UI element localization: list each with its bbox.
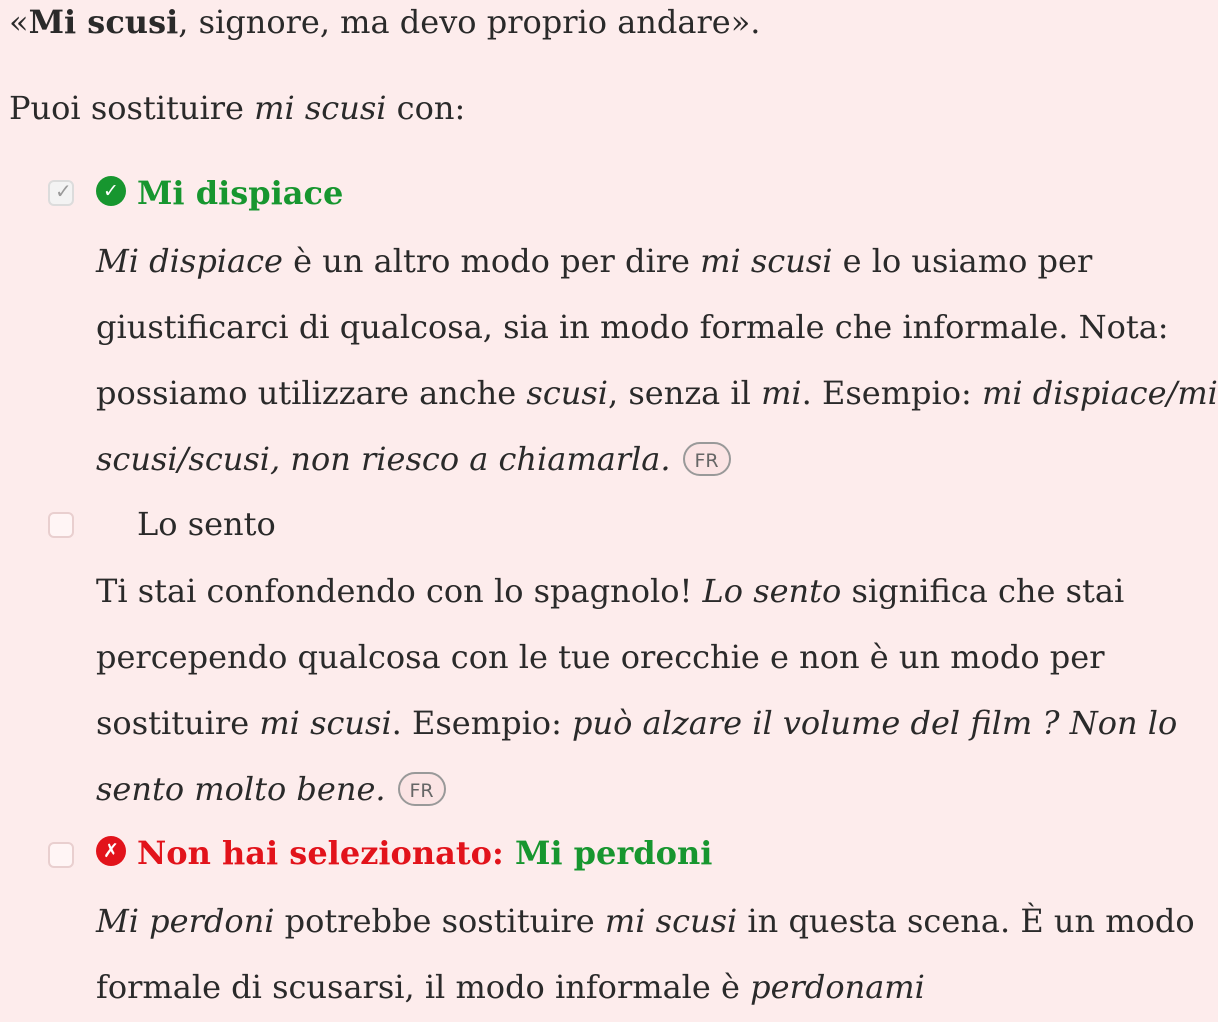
explanation-line: [96, 360, 1218, 426]
dialogue-highlight: Mi scusi: [28, 3, 179, 41]
text: significa che stai: [841, 572, 1125, 610]
explanation-line: [96, 558, 1166, 624]
dialogue-line: [9, 0, 760, 44]
correct-badge-icon: ✓: [96, 176, 126, 206]
text: potrebbe sostituire: [274, 902, 605, 940]
missed-prefix: Non hai selezionato:: [137, 834, 515, 872]
explanation-line: [96, 228, 1166, 294]
prompt-text: Puoi sostituire: [9, 89, 255, 127]
explanation-line: [96, 690, 1178, 756]
option-checkbox-mi-perdoni[interactable]: [48, 842, 74, 868]
term: mi scusi: [604, 902, 738, 940]
option-explanation-mi-perdoni: [96, 888, 1195, 1020]
explanation-line: [96, 756, 1166, 822]
term: mi scusi: [259, 704, 392, 742]
explanation-line: [96, 888, 1195, 954]
text: Ti stai confondendo con lo spagnolo!: [96, 572, 703, 610]
prompt-term: mi scusi: [254, 89, 387, 127]
prompt-text-end: con:: [386, 89, 466, 127]
dialogue-rest: , signore, ma devo proprio andare».: [178, 3, 761, 41]
text: formale di scusarsi, il modo informale è: [96, 968, 751, 1006]
explanation-line: [96, 294, 1169, 360]
example: può alzare il volume del film ? Non lo: [572, 704, 1178, 742]
text: sostituire: [96, 704, 260, 742]
term: Mi perdoni: [96, 902, 275, 940]
missed-answer: Mi perdoni: [514, 834, 713, 872]
example: mi dispiace/mi: [981, 374, 1218, 412]
open-quote: «: [9, 3, 29, 41]
missed-badge-icon: ✗: [96, 836, 126, 866]
text: è un altro modo per dire: [282, 242, 701, 280]
explanation-line: [96, 954, 1166, 1020]
option-explanation-lo-sento: [96, 558, 1178, 822]
example: scusi/scusi, non riesco a chiamarla.: [96, 440, 671, 478]
translate-fr-button[interactable]: FR: [683, 442, 731, 476]
explanation-line: [96, 426, 1166, 492]
term: perdonami: [750, 968, 925, 1006]
term: mi: [761, 374, 802, 412]
text: . Esempio:: [391, 704, 573, 742]
text: possiamo utilizzare anche: [96, 374, 527, 412]
option-explanation-mi-dispiace: [96, 228, 1218, 492]
term: Mi dispiace: [96, 242, 283, 280]
option-label-lo-sento[interactable]: Lo sento: [137, 505, 276, 543]
term: mi scusi: [700, 242, 833, 280]
text: e lo usiamo per: [832, 242, 1093, 280]
text: in questa scena. È un modo: [737, 902, 1195, 940]
translate-fr-button[interactable]: FR: [398, 772, 446, 806]
example: sento molto bene.: [96, 770, 386, 808]
explanation-line: [96, 624, 1166, 690]
question-prompt: [9, 86, 465, 130]
text: . Esempio:: [801, 374, 982, 412]
option-checkbox-mi-dispiace[interactable]: [48, 180, 74, 206]
text: giustificarci di qualcosa, sia in modo formale che informale. Nota:: [96, 308, 1169, 346]
option-label-mi-perdoni[interactable]: [137, 831, 712, 875]
option-checkbox-lo-sento[interactable]: [48, 512, 74, 538]
term: Lo sento: [702, 572, 842, 610]
term: scusi: [526, 374, 608, 412]
option-label-mi-dispiace[interactable]: Mi dispiace: [137, 174, 344, 212]
text: , senza il: [608, 374, 762, 412]
checkmark-icon: ✓: [55, 179, 72, 203]
text: percependo qualcosa con le tue orecchie e non è un modo per: [96, 638, 1105, 676]
